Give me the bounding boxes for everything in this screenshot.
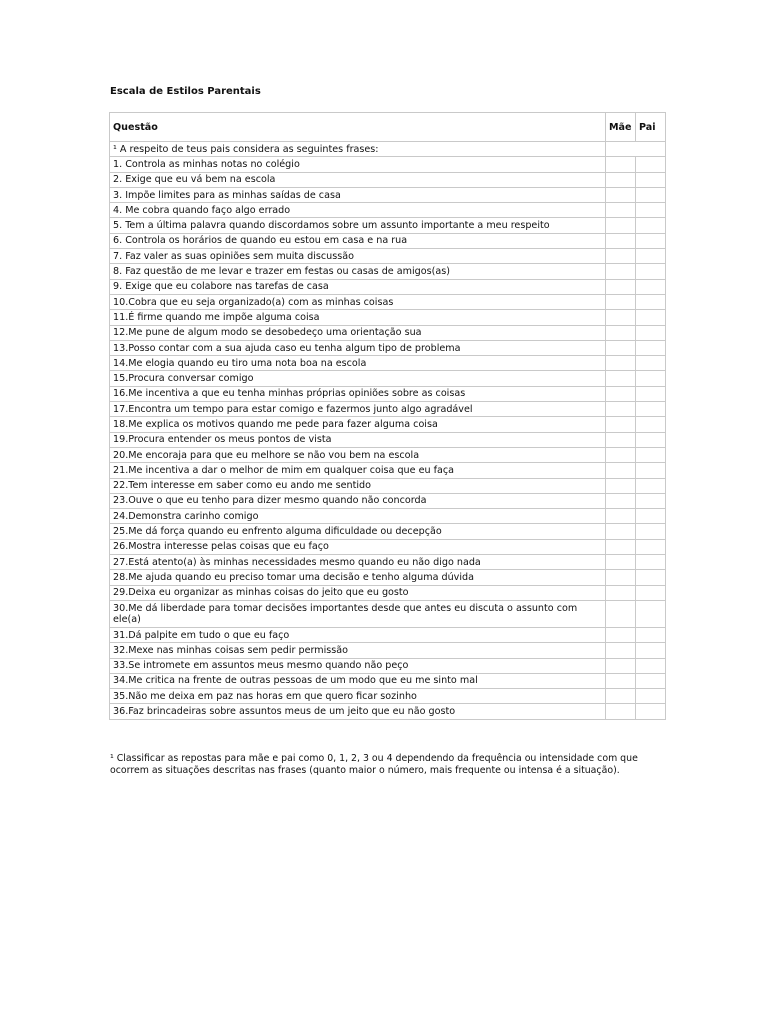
father-answer-cell[interactable] — [636, 325, 666, 340]
mother-answer-cell[interactable] — [606, 294, 636, 309]
mother-answer-cell[interactable] — [606, 310, 636, 325]
mother-answer-cell[interactable] — [606, 478, 636, 493]
father-answer-cell[interactable] — [636, 264, 666, 279]
question-cell: 28.Me ajuda quando eu preciso tomar uma decisão e tenho alguma dúvida — [110, 570, 606, 585]
table-row — [110, 325, 666, 340]
question-cell: 30.Me dá liberdade para tomar decisões importantes desde que antes eu discuta o assunto com ele(a) — [110, 600, 606, 627]
question-cell: 36.Faz brincadeiras sobre assuntos meus de um jeito que eu não gosto — [110, 704, 606, 719]
father-answer-cell[interactable] — [636, 658, 666, 673]
intro-row — [110, 142, 666, 157]
mother-answer-cell[interactable] — [606, 643, 636, 658]
mother-answer-cell[interactable] — [606, 524, 636, 539]
mother-answer-cell[interactable] — [606, 600, 636, 627]
mother-answer-cell[interactable] — [606, 555, 636, 570]
question-cell: 4. Me cobra quando faço algo errado — [110, 203, 606, 218]
mother-answer-cell[interactable] — [606, 218, 636, 233]
page-title: Escala de Estilos Parentais — [110, 86, 261, 97]
mother-answer-cell[interactable] — [606, 340, 636, 355]
parenting-scale-table — [109, 112, 666, 720]
table-row — [110, 203, 666, 218]
father-answer-cell[interactable] — [636, 386, 666, 401]
father-answer-cell[interactable] — [636, 340, 666, 355]
question-cell: 3. Impõe limites para as minhas saídas de casa — [110, 187, 606, 202]
table-row — [110, 172, 666, 187]
question-cell: 5. Tem a última palavra quando discordamos sobre um assunto importante a meu respeito — [110, 218, 606, 233]
footnote: ¹ Classificar as repostas para mãe e pai como 0, 1, 2, 3 ou 4 dependendo da frequência ou intensidade com que ocorrem as situações descritas nas frases (quanto maior o número, mais frequente ou intensa é a situação). — [110, 753, 638, 776]
mother-answer-cell[interactable] — [606, 627, 636, 642]
table-row — [110, 294, 666, 309]
question-cell: 24.Demonstra carinho comigo — [110, 509, 606, 524]
table-row — [110, 570, 666, 585]
question-cell: 23.Ouve o que eu tenho para dizer mesmo quando não concorda — [110, 493, 606, 508]
father-answer-cell[interactable] — [636, 356, 666, 371]
question-cell: 34.Me critica na frente de outras pessoas de um modo que eu me sinto mal — [110, 673, 606, 688]
father-answer-cell[interactable] — [636, 371, 666, 386]
question-cell: 26.Mostra interesse pelas coisas que eu faço — [110, 539, 606, 554]
mother-answer-cell[interactable] — [606, 570, 636, 585]
father-answer-cell[interactable] — [636, 218, 666, 233]
father-answer-cell[interactable] — [636, 279, 666, 294]
question-cell: 32.Mexe nas minhas coisas sem pedir permissão — [110, 643, 606, 658]
mother-answer-cell[interactable] — [606, 432, 636, 447]
father-answer-cell[interactable] — [636, 478, 666, 493]
father-answer-cell[interactable] — [636, 539, 666, 554]
table-row — [110, 493, 666, 508]
father-answer-cell[interactable] — [636, 704, 666, 719]
question-cell: 8. Faz questão de me levar e trazer em festas ou casas de amigos(as) — [110, 264, 606, 279]
father-answer-cell[interactable] — [636, 509, 666, 524]
father-answer-cell[interactable] — [636, 310, 666, 325]
father-answer-cell[interactable] — [636, 570, 666, 585]
question-cell: 17.Encontra um tempo para estar comigo e fazermos junto algo agradável — [110, 402, 606, 417]
father-answer-cell[interactable] — [636, 689, 666, 704]
mother-answer-cell[interactable] — [606, 493, 636, 508]
mother-answer-cell[interactable] — [606, 463, 636, 478]
question-cell: 1. Controla as minhas notas no colégio — [110, 157, 606, 172]
mother-answer-cell[interactable] — [606, 585, 636, 600]
table-row — [110, 356, 666, 371]
mother-answer-cell[interactable] — [606, 539, 636, 554]
father-answer-cell[interactable] — [636, 600, 666, 627]
father-answer-cell[interactable] — [636, 463, 666, 478]
mother-answer-cell[interactable] — [606, 187, 636, 202]
mother-answer-cell[interactable] — [606, 172, 636, 187]
father-answer-cell[interactable] — [636, 432, 666, 447]
father-answer-cell[interactable] — [636, 555, 666, 570]
table-row — [110, 509, 666, 524]
mother-answer-cell[interactable] — [606, 203, 636, 218]
table-row — [110, 249, 666, 264]
mother-answer-cell[interactable] — [606, 509, 636, 524]
father-answer-cell[interactable] — [636, 643, 666, 658]
question-cell: 6. Controla os horários de quando eu estou em casa e na rua — [110, 233, 606, 248]
mother-answer-cell[interactable] — [606, 233, 636, 248]
question-cell: 14.Me elogia quando eu tiro uma nota boa na escola — [110, 356, 606, 371]
father-answer-cell[interactable] — [636, 673, 666, 688]
father-answer-cell[interactable] — [636, 447, 666, 462]
table-row — [110, 447, 666, 462]
father-answer-cell[interactable] — [636, 233, 666, 248]
father-answer-cell[interactable] — [636, 294, 666, 309]
mother-answer-cell[interactable] — [606, 157, 636, 172]
question-cell: 10.Cobra que eu seja organizado(a) com as minhas coisas — [110, 294, 606, 309]
question-cell: 19.Procura entender os meus pontos de vista — [110, 432, 606, 447]
table-row — [110, 402, 666, 417]
table-row — [110, 463, 666, 478]
table-row — [110, 673, 666, 688]
question-cell: 9. Exige que eu colabore nas tarefas de casa — [110, 279, 606, 294]
table-body — [110, 142, 666, 720]
father-answer-cell[interactable] — [636, 627, 666, 642]
mother-answer-cell[interactable] — [606, 447, 636, 462]
header-mother: Mãe — [606, 113, 636, 142]
question-cell: 20.Me encoraja para que eu melhore se não vou bem na escola — [110, 447, 606, 462]
mother-answer-cell[interactable] — [606, 264, 636, 279]
table-row — [110, 218, 666, 233]
father-answer-cell[interactable] — [636, 187, 666, 202]
mother-answer-cell[interactable] — [606, 417, 636, 432]
table-row — [110, 157, 666, 172]
father-answer-cell[interactable] — [636, 402, 666, 417]
table-row — [110, 704, 666, 719]
father-answer-cell[interactable] — [636, 585, 666, 600]
mother-answer-cell[interactable] — [606, 371, 636, 386]
father-answer-cell[interactable] — [636, 157, 666, 172]
question-cell: 13.Posso contar com a sua ajuda caso eu tenha algum tipo de problema — [110, 340, 606, 355]
question-cell: 31.Dá palpite em tudo o que eu faço — [110, 627, 606, 642]
question-cell: 22.Tem interesse em saber como eu ando me sentido — [110, 478, 606, 493]
mother-answer-cell[interactable] — [606, 356, 636, 371]
question-cell: 12.Me pune de algum modo se desobedeço uma orientação sua — [110, 325, 606, 340]
father-answer-cell[interactable] — [636, 172, 666, 187]
table-row — [110, 643, 666, 658]
question-cell: 21.Me incentiva a dar o melhor de mim em qualquer coisa que eu faça — [110, 463, 606, 478]
mother-answer-cell[interactable] — [606, 402, 636, 417]
table-row — [110, 310, 666, 325]
mother-answer-cell[interactable] — [606, 279, 636, 294]
table-row — [110, 555, 666, 570]
table-header-row — [110, 113, 666, 142]
father-answer-cell[interactable] — [636, 249, 666, 264]
table-row — [110, 524, 666, 539]
question-cell: 7. Faz valer as suas opiniões sem muita discussão — [110, 249, 606, 264]
mother-answer-cell[interactable] — [606, 249, 636, 264]
mother-answer-cell[interactable] — [606, 325, 636, 340]
header-question: Questão — [110, 113, 606, 142]
table-row — [110, 264, 666, 279]
mother-answer-cell[interactable] — [606, 386, 636, 401]
question-cell: 25.Me dá força quando eu enfrento alguma dificuldade ou decepção — [110, 524, 606, 539]
table-row — [110, 627, 666, 642]
father-answer-cell[interactable] — [636, 203, 666, 218]
table-row — [110, 340, 666, 355]
table-row — [110, 600, 666, 627]
father-answer-cell[interactable] — [636, 524, 666, 539]
question-cell: 33.Se intromete em assuntos meus mesmo quando não peço — [110, 658, 606, 673]
father-answer-cell[interactable] — [636, 493, 666, 508]
table-row — [110, 539, 666, 554]
question-cell: 11.É firme quando me impõe alguma coisa — [110, 310, 606, 325]
table-row — [110, 417, 666, 432]
question-cell: 2. Exige que eu vá bem na escola — [110, 172, 606, 187]
table-row — [110, 279, 666, 294]
table-row — [110, 187, 666, 202]
question-cell: 35.Não me deixa em paz nas horas em que quero ficar sozinho — [110, 689, 606, 704]
father-answer-cell[interactable] — [636, 417, 666, 432]
question-cell: 18.Me explica os motivos quando me pede para fazer alguma coisa — [110, 417, 606, 432]
mother-answer-cell[interactable] — [606, 673, 636, 688]
intro-empty-cell — [606, 142, 666, 157]
table-row — [110, 386, 666, 401]
mother-answer-cell[interactable] — [606, 658, 636, 673]
table-row — [110, 432, 666, 447]
mother-answer-cell[interactable] — [606, 689, 636, 704]
table-row — [110, 478, 666, 493]
table-row — [110, 371, 666, 386]
question-cell: 15.Procura conversar comigo — [110, 371, 606, 386]
table-row — [110, 658, 666, 673]
table-row — [110, 585, 666, 600]
question-cell: 29.Deixa eu organizar as minhas coisas do jeito que eu gosto — [110, 585, 606, 600]
question-cell: 16.Me incentiva a que eu tenha minhas próprias opiniões sobre as coisas — [110, 386, 606, 401]
table-row — [110, 233, 666, 248]
mother-answer-cell[interactable] — [606, 704, 636, 719]
table-row — [110, 689, 666, 704]
header-father: Pai — [636, 113, 666, 142]
intro-text: ¹ A respeito de teus pais considera as seguintes frases: — [110, 142, 606, 157]
question-cell: 27.Está atento(a) às minhas necessidades mesmo quando eu não digo nada — [110, 555, 606, 570]
